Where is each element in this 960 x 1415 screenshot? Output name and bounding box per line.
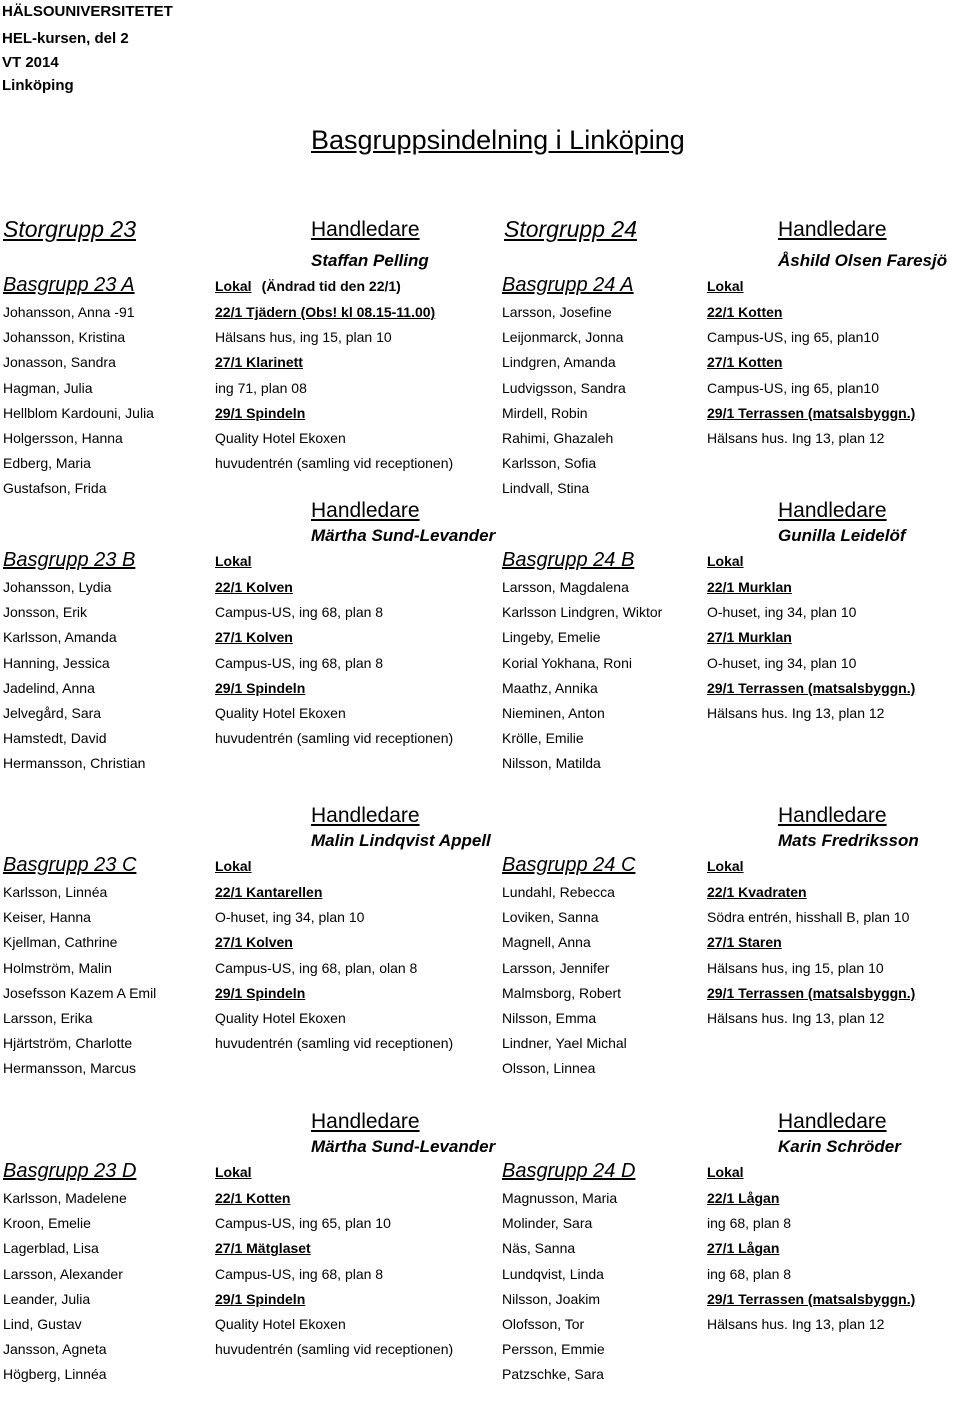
page-title: Basgruppsindelning i Linköping <box>311 125 685 155</box>
basgrupp-23b-lokal-header <box>215 553 252 569</box>
member-name: Högberg, Linnéa <box>3 1366 107 1383</box>
basgrupp-24b-title: Basgrupp 24 B <box>502 549 635 571</box>
member-name: Lundahl, Rebecca <box>502 884 615 900</box>
member-location: 27/1 Staren <box>707 934 782 951</box>
storgrupp-24-handledare-label: Handledare <box>778 218 887 241</box>
member-name: Jadelind, Anna <box>3 679 95 696</box>
member-name: Patzschke, Sara <box>502 1366 604 1383</box>
basgrupp-23d-title: Basgrupp 23 D <box>3 1160 137 1182</box>
member-location: Hälsans hus. Ing 13, plan 12 <box>707 1316 885 1332</box>
member-name: Hermansson, Marcus <box>3 1060 137 1077</box>
basgrupp-23c-title: Basgrupp 23 C <box>3 854 137 876</box>
header-line-university: HÄLSOUNIVERSITETET <box>2 3 173 20</box>
member-name: Lindner, Yael Michal <box>502 1035 627 1052</box>
member-name: Rahimi, Ghazaleh <box>502 430 614 446</box>
member-location: Hälsans hus. Ing 13, plan 12 <box>707 1010 885 1026</box>
member-name: Olofsson, Tor <box>502 1316 585 1332</box>
storgrupp-23-handledare-label: Handledare <box>311 218 420 241</box>
member-location: 29/1 Terrassen (matsalsbyggn.) <box>707 1290 916 1307</box>
member-name: Lindgren, Amanda <box>502 354 616 371</box>
member-location: Campus-US, ing 65, plan 10 <box>215 1215 391 1232</box>
member-name: Larsson, Erika <box>3 1010 93 1026</box>
basgrupp-24d-title: Basgrupp 24 D <box>502 1160 636 1182</box>
member-name: Leander, Julia <box>3 1290 91 1307</box>
lokal-label: Lokal <box>707 553 744 569</box>
member-name: Loviken, Sanna <box>502 909 599 926</box>
basgrupp-24d-handledare-name: Karin Schröder <box>778 1137 901 1156</box>
basgrupp-23a-lokal-header <box>215 278 401 294</box>
member-location: 27/1 Murklan <box>707 629 792 646</box>
member-location: 22/1 Kotten <box>215 1190 291 1206</box>
member-location: O-huset, ing 34, plan 10 <box>707 654 857 671</box>
member-name: Nieminen, Anton <box>502 705 605 721</box>
member-location: Campus-US, ing 68, plan 8 <box>215 604 384 621</box>
member-name: Johansson, Kristina <box>3 329 126 346</box>
member-name: Edberg, Maria <box>3 455 91 472</box>
member-location: 22/1 Kolven <box>215 579 293 595</box>
member-name: Hagman, Julia <box>3 379 93 396</box>
member-name: Jonasson, Sandra <box>3 354 116 371</box>
member-location: 27/1 Kotten <box>707 354 783 371</box>
basgrupp-23b-handledare-name: Märtha Sund-Levander <box>311 526 496 545</box>
member-name: Karlsson, Linnéa <box>3 884 108 900</box>
basgrupp-24c-handledare-label: Handledare <box>778 804 887 827</box>
member-name: Lind, Gustav <box>3 1316 82 1332</box>
basgrupp-24c-title: Basgrupp 24 C <box>502 854 636 876</box>
basgrupp-24d-handledare-label: Handledare <box>778 1110 887 1133</box>
member-name: Ludvigsson, Sandra <box>502 379 626 396</box>
basgrupp-24a-handledare-name: Åshild Olsen Faresjö <box>778 251 948 270</box>
member-name: Persson, Emmie <box>502 1341 605 1358</box>
basgrupp-24a-lokal-header <box>707 278 744 294</box>
member-location: huvudentrén (samling vid receptionen) <box>215 1035 454 1052</box>
member-location: 22/1 Lågan <box>707 1190 780 1206</box>
member-location: 22/1 Kotten <box>707 304 783 320</box>
member-name: Magnusson, Maria <box>502 1190 618 1206</box>
member-location: Södra entrén, hisshall B, plan 10 <box>707 909 910 926</box>
member-location: O-huset, ing 34, plan 10 <box>215 909 365 926</box>
member-location: 29/1 Terrassen (matsalsbyggn.) <box>707 404 916 421</box>
member-name: Gustafson, Frida <box>3 480 107 497</box>
basgrupp-23c-lokal-header <box>215 858 252 874</box>
basgrupp-24b-handledare-label: Handledare <box>778 499 887 522</box>
basgrupp-24a-title: Basgrupp 24 A <box>502 274 634 296</box>
lokal-label: Lokal <box>215 858 252 874</box>
member-name: Lindvall, Stina <box>502 480 590 497</box>
member-location: huvudentrén (samling vid receptionen) <box>215 730 454 747</box>
member-location: 29/1 Terrassen (matsalsbyggn.) <box>707 679 916 696</box>
basgrupp-23b-handledare-label: Handledare <box>311 499 420 522</box>
member-name: Lingeby, Emelie <box>502 629 601 646</box>
member-name: Molinder, Sara <box>502 1215 593 1232</box>
member-location: 29/1 Spindeln <box>215 984 306 1001</box>
member-location: Quality Hotel Ekoxen <box>215 1316 346 1332</box>
lokal-label: Lokal <box>707 858 744 874</box>
member-location: Campus-US, ing 65, plan10 <box>707 329 879 346</box>
member-location: 22/1 Kvadraten <box>707 884 807 900</box>
member-location: O-huset, ing 34, plan 10 <box>707 604 857 621</box>
member-name: Karlsson, Sofia <box>502 455 597 472</box>
basgrupp-23b-title: Basgrupp 23 B <box>3 549 136 571</box>
member-location: ing 68, plan 8 <box>707 1265 792 1282</box>
member-location: 27/1 Mätglaset <box>215 1240 311 1257</box>
member-location: Quality Hotel Ekoxen <box>215 705 346 721</box>
member-location: 22/1 Tjädern (Obs! kl 08.15-11.00) <box>215 304 436 320</box>
member-location: 29/1 Spindeln <box>215 1290 306 1307</box>
basgrupp-23d-handledare-label: Handledare <box>311 1110 420 1133</box>
member-name: Maathz, Annika <box>502 679 598 696</box>
lokal-label: Lokal <box>215 553 252 569</box>
member-name: Näs, Sanna <box>502 1240 576 1257</box>
member-name: Johansson, Anna -91 <box>3 304 135 320</box>
member-location: 29/1 Spindeln <box>215 404 306 421</box>
member-location: 27/1 Kolven <box>215 629 293 646</box>
member-location: 22/1 Kantarellen <box>215 884 323 900</box>
member-name: Nilsson, Emma <box>502 1010 597 1026</box>
basgrupp-24d-lokal-header <box>707 1164 744 1180</box>
member-name: Leijonmarck, Jonna <box>502 329 624 346</box>
member-name: Keiser, Hanna <box>3 909 91 926</box>
member-name: Jelvegård, Sara <box>3 705 102 721</box>
basgrupp-23d-lokal-header <box>215 1164 252 1180</box>
basgrupp-24c-handledare-name: Mats Fredriksson <box>778 831 919 850</box>
basgrupp-24b-lokal-header <box>707 553 744 569</box>
member-location: 22/1 Murklan <box>707 579 792 595</box>
member-name: Hamstedt, David <box>3 730 107 747</box>
member-name: Magnell, Anna <box>502 934 591 951</box>
member-location: 27/1 Klarinett <box>215 354 303 371</box>
member-location: Campus-US, ing 68, plan 8 <box>215 654 384 671</box>
member-name: Nilsson, Joakim <box>502 1290 601 1307</box>
member-name: Larsson, Josefine <box>502 304 612 320</box>
member-name: Mirdell, Robin <box>502 404 588 421</box>
member-location: 27/1 Kolven <box>215 934 293 951</box>
header-line-city: Linköping <box>2 77 74 94</box>
member-name: Larsson, Alexander <box>3 1265 123 1282</box>
lokal-label: Lokal <box>707 278 744 294</box>
member-name: Larsson, Magdalena <box>502 579 629 595</box>
basgrupp-23a-title: Basgrupp 23 A <box>3 274 135 296</box>
member-location: huvudentrén (samling vid receptionen) <box>215 1341 454 1358</box>
basgrupp-23c-handledare-label: Handledare <box>311 804 420 827</box>
member-location: Hälsans hus. Ing 13, plan 12 <box>707 430 885 446</box>
header-line-term: VT 2014 <box>2 54 59 71</box>
member-location: 29/1 Terrassen (matsalsbyggn.) <box>707 984 916 1001</box>
member-location: 27/1 Lågan <box>707 1240 780 1257</box>
lokal-label: Lokal <box>707 1164 744 1180</box>
basgrupp-24b-handledare-name: Gunilla Leidelöf <box>778 526 906 545</box>
member-name: Hermansson, Christian <box>3 755 146 772</box>
member-name: Karlsson, Madelene <box>3 1190 127 1206</box>
header-line-course: HEL-kursen, del 2 <box>2 30 129 47</box>
member-name: Karlsson Lindgren, Wiktor <box>502 604 663 621</box>
member-name: Kroon, Emelie <box>3 1215 91 1232</box>
lokal-note: (Ändrad tid den 22/1) <box>261 278 401 294</box>
lokal-label: Lokal <box>215 1164 252 1180</box>
member-name: Lundqvist, Linda <box>502 1265 604 1282</box>
member-location: Campus-US, ing 68, plan 8 <box>215 1265 384 1282</box>
basgrupp-23c-handledare-name: Malin Lindqvist Appell <box>311 831 491 850</box>
member-name: Karlsson, Amanda <box>3 629 117 646</box>
lokal-label: Lokal <box>215 278 252 294</box>
basgrupp-23d-handledare-name: Märtha Sund-Levander <box>311 1137 496 1156</box>
member-name: Larsson, Jennifer <box>502 959 610 976</box>
member-name: Holgersson, Hanna <box>3 430 123 446</box>
member-name: Korial Yokhana, Roni <box>502 654 632 671</box>
member-name: Olsson, Linnea <box>502 1060 596 1077</box>
member-name: Jansson, Agneta <box>3 1341 107 1358</box>
member-location: Hälsans hus, ing 15, plan 10 <box>707 959 884 976</box>
member-name: Nilsson, Matilda <box>502 755 601 772</box>
basgrupp-24c-lokal-header <box>707 858 744 874</box>
member-name: Krölle, Emilie <box>502 730 584 747</box>
member-location: Quality Hotel Ekoxen <box>215 1010 346 1026</box>
storgrupp-23-title: Storgrupp 23 <box>3 216 136 242</box>
member-location: ing 68, plan 8 <box>707 1215 792 1232</box>
member-name: Hellblom Kardouni, Julia <box>3 404 154 421</box>
member-name: Hjärtström, Charlotte <box>3 1035 133 1052</box>
member-name: Josefsson Kazem A Emil <box>3 984 157 1001</box>
member-location: huvudentrén (samling vid receptionen) <box>215 455 454 472</box>
member-location: 29/1 Spindeln <box>215 679 306 696</box>
storgrupp-24-title: Storgrupp 24 <box>504 216 637 242</box>
member-location: Hälsans hus, ing 15, plan 10 <box>215 329 392 346</box>
member-name: Hanning, Jessica <box>3 654 110 671</box>
member-name: Kjellman, Cathrine <box>3 934 118 951</box>
member-location: Hälsans hus. Ing 13, plan 12 <box>707 705 885 721</box>
member-name: Lagerblad, Lisa <box>3 1240 99 1257</box>
member-name: Malmsborg, Robert <box>502 984 622 1001</box>
basgrupp-23a-handledare-name: Staffan Pelling <box>311 251 429 270</box>
member-location: Quality Hotel Ekoxen <box>215 430 346 446</box>
member-name: Holmström, Malin <box>3 959 112 976</box>
member-location: Campus-US, ing 68, plan, olan 8 <box>215 959 418 976</box>
member-location: ing 71, plan 08 <box>215 379 307 396</box>
member-location: Campus-US, ing 65, plan10 <box>707 379 879 396</box>
member-name: Johansson, Lydia <box>3 579 112 595</box>
member-name: Jonsson, Erik <box>3 604 88 621</box>
